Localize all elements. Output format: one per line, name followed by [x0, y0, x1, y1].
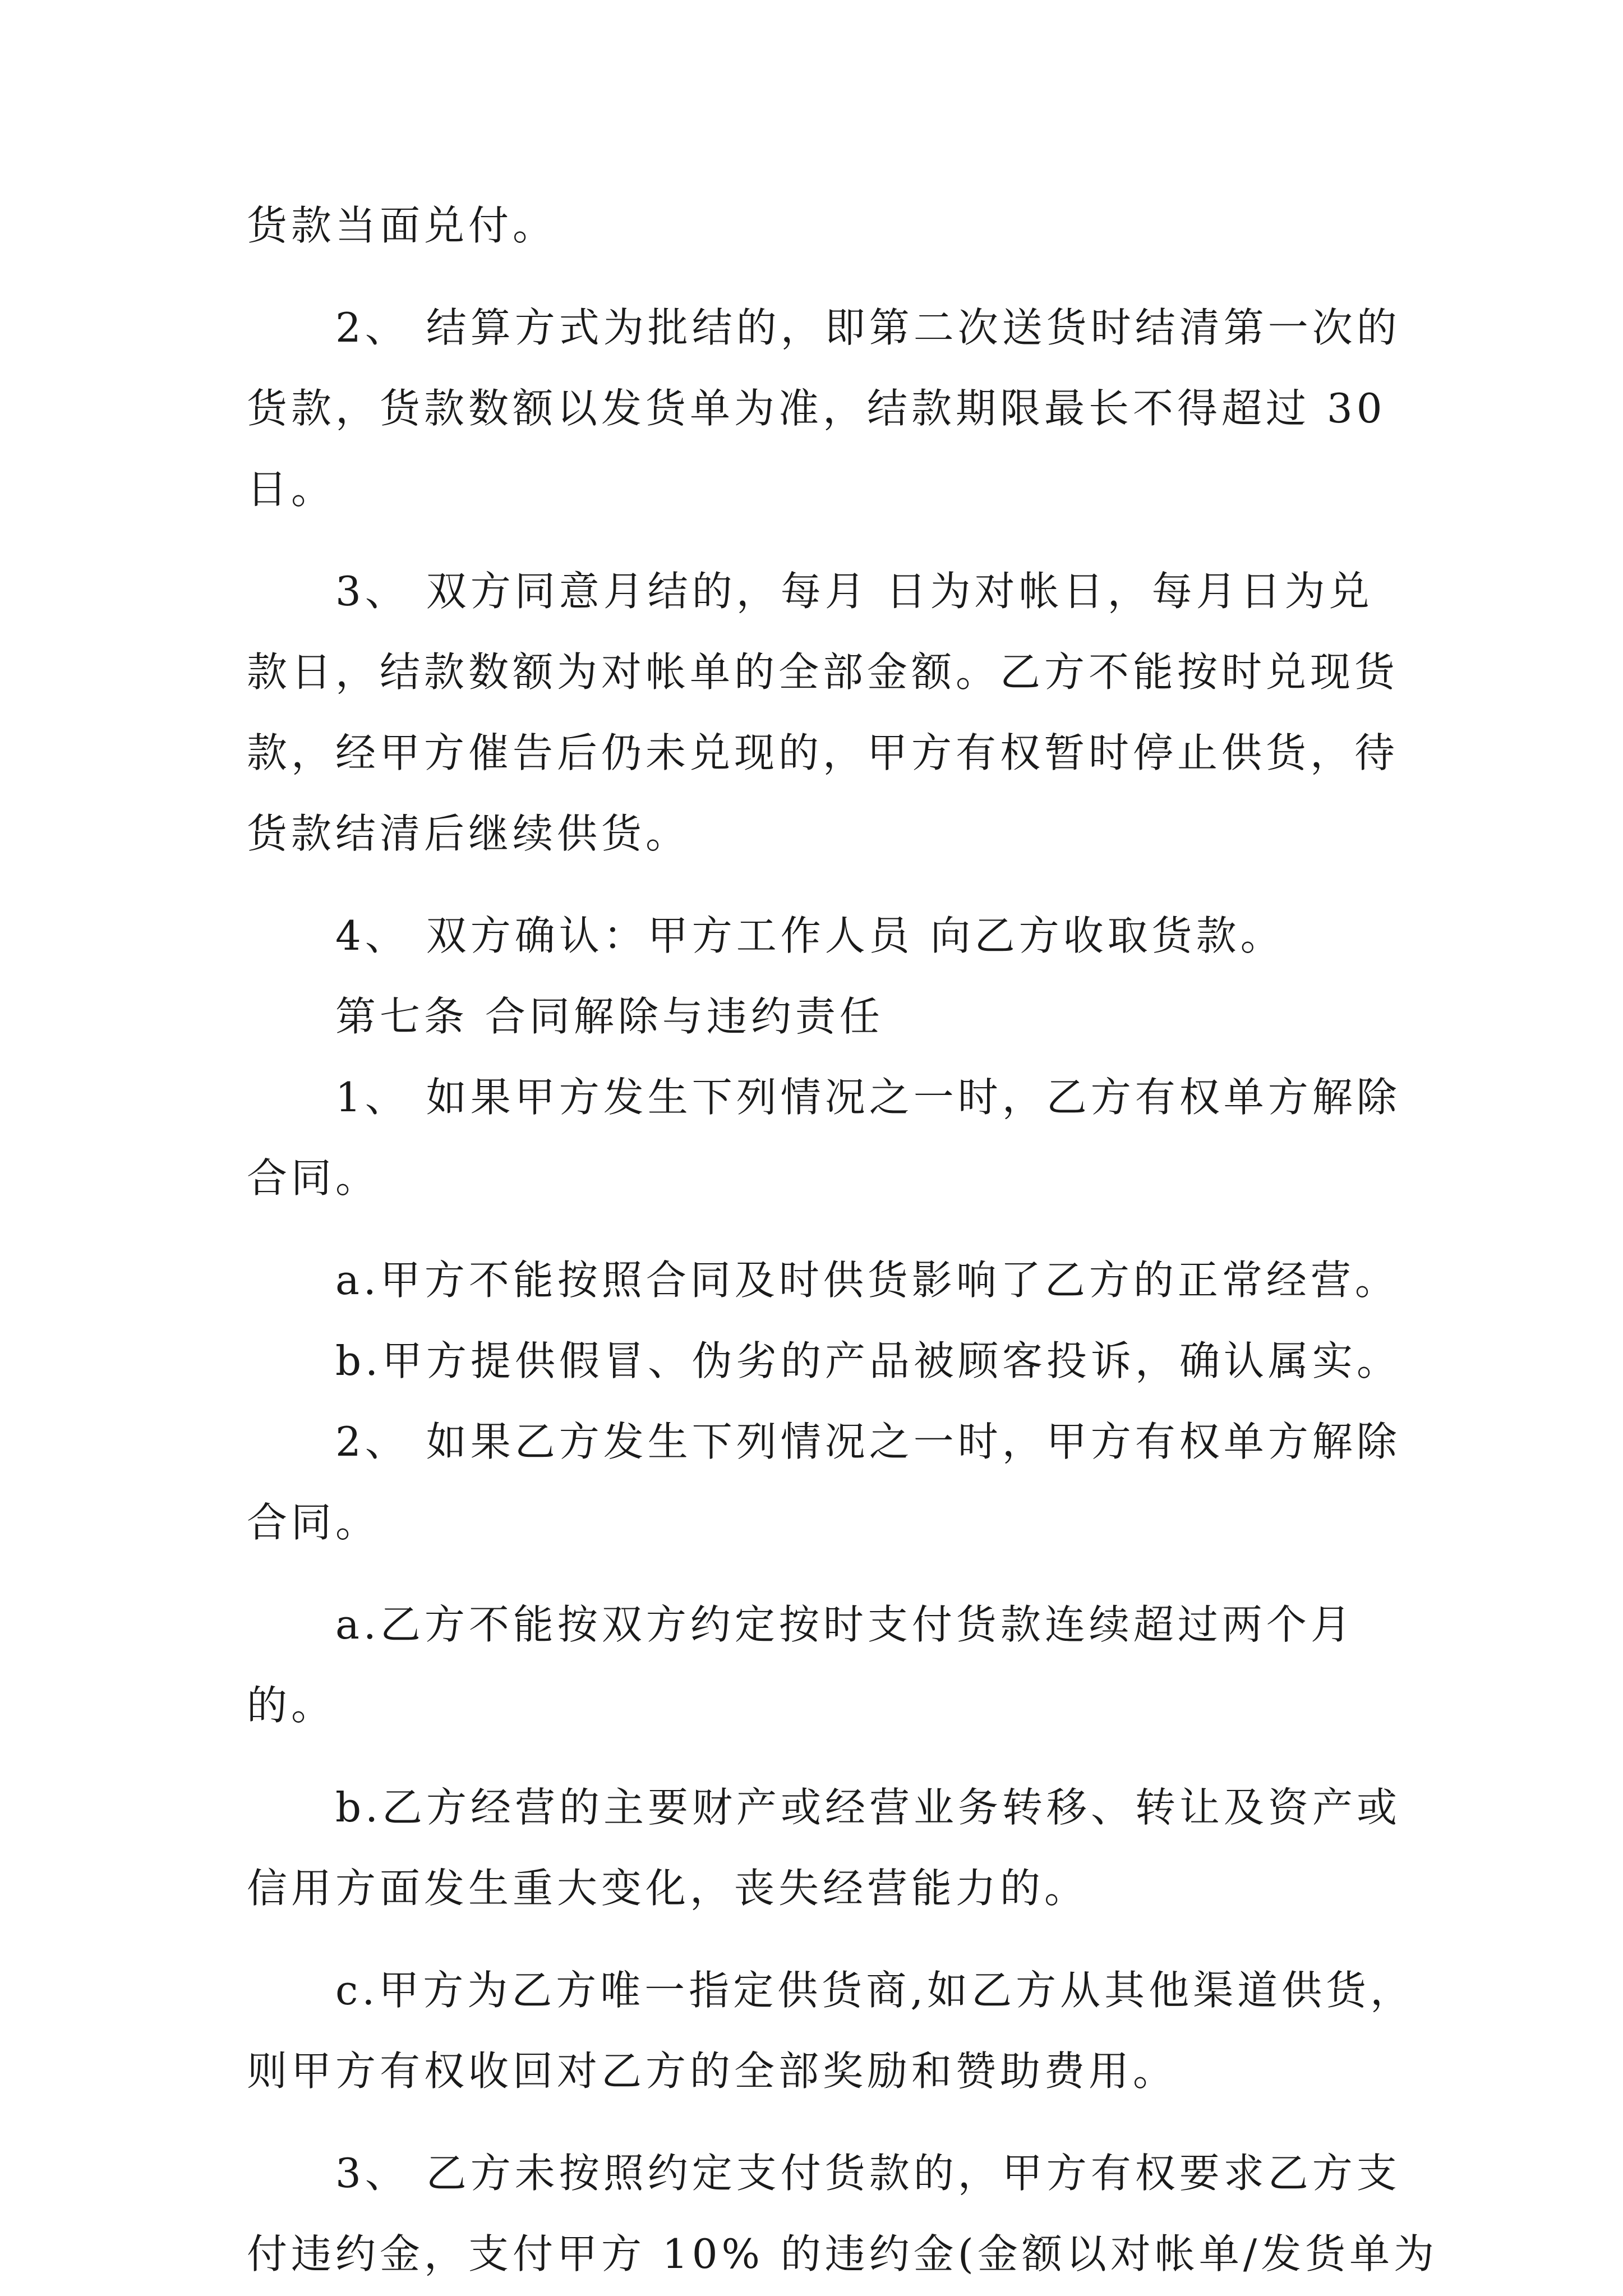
- text-line: 4、 双方确认：甲方工作人员 向乙方收取货款。: [335, 912, 1285, 959]
- text-line: b.甲方提供假冒、伪劣的产品被顾客投诉，确认属实。: [335, 1337, 1401, 1384]
- text-line: 款日，结款数额为对帐单的全部金额。乙方不能按时兑现货: [247, 648, 1399, 696]
- text-line: 货款当面兑付。: [247, 202, 557, 249]
- text-line: a.乙方不能按双方约定按时支付货款连续超过两个月: [335, 1601, 1355, 1648]
- text-line: 合同。: [247, 1154, 380, 1202]
- text-line: 款，经甲方催告后仍未兑现的，甲方有权暂时停止供货，待: [247, 729, 1399, 776]
- text-line: 第七条 合同解除与违约责任: [335, 993, 884, 1040]
- text-line: 1、 如果甲方发生下列情况之一时，乙方有权单方解除: [335, 1074, 1401, 1121]
- text-line: 合同。: [247, 1499, 380, 1546]
- text-line: 信用方面发生重大变化，丧失经营能力的。: [247, 1865, 1089, 1912]
- text-line: c.甲方为乙方唯一指定供货商,如乙方从其他渠道供货，: [335, 1967, 1415, 2014]
- text-line: 货款，货款数额以发货单为准，结款期限最长不得超过 30: [247, 385, 1386, 432]
- text-line: 则甲方有权收回对乙方的全部奖励和赞助费用。: [247, 2047, 1178, 2095]
- text-line: 日。: [247, 466, 336, 513]
- text-line: 2、 结算方式为批结的，即第二次送货时结清第一次的: [335, 304, 1401, 351]
- text-line: 3、 乙方未按照约定支付货款的，甲方有权要求乙方支: [335, 2150, 1401, 2197]
- text-line: 的。: [247, 1682, 336, 1729]
- text-line: 货款结清后继续供货。: [247, 810, 690, 857]
- text-line: a.甲方不能按照合同及时供货影响了乙方的正常经营。: [335, 1257, 1399, 1304]
- text-line: 3、 双方同意月结的，每月 日为对帐日，每月日为兑: [335, 568, 1373, 615]
- contract-text: [247, 185, 1438, 2294]
- text-line: 2、 如果乙方发生下列情况之一时，甲方有权单方解除: [335, 1418, 1401, 1465]
- text-line: b.乙方经营的主要财产或经营业务转移、转让及资产或: [335, 1784, 1401, 1831]
- text-line: 付违约金，支付甲方 10% 的违约金(金额以对帐单/发货单为: [247, 2230, 1438, 2277]
